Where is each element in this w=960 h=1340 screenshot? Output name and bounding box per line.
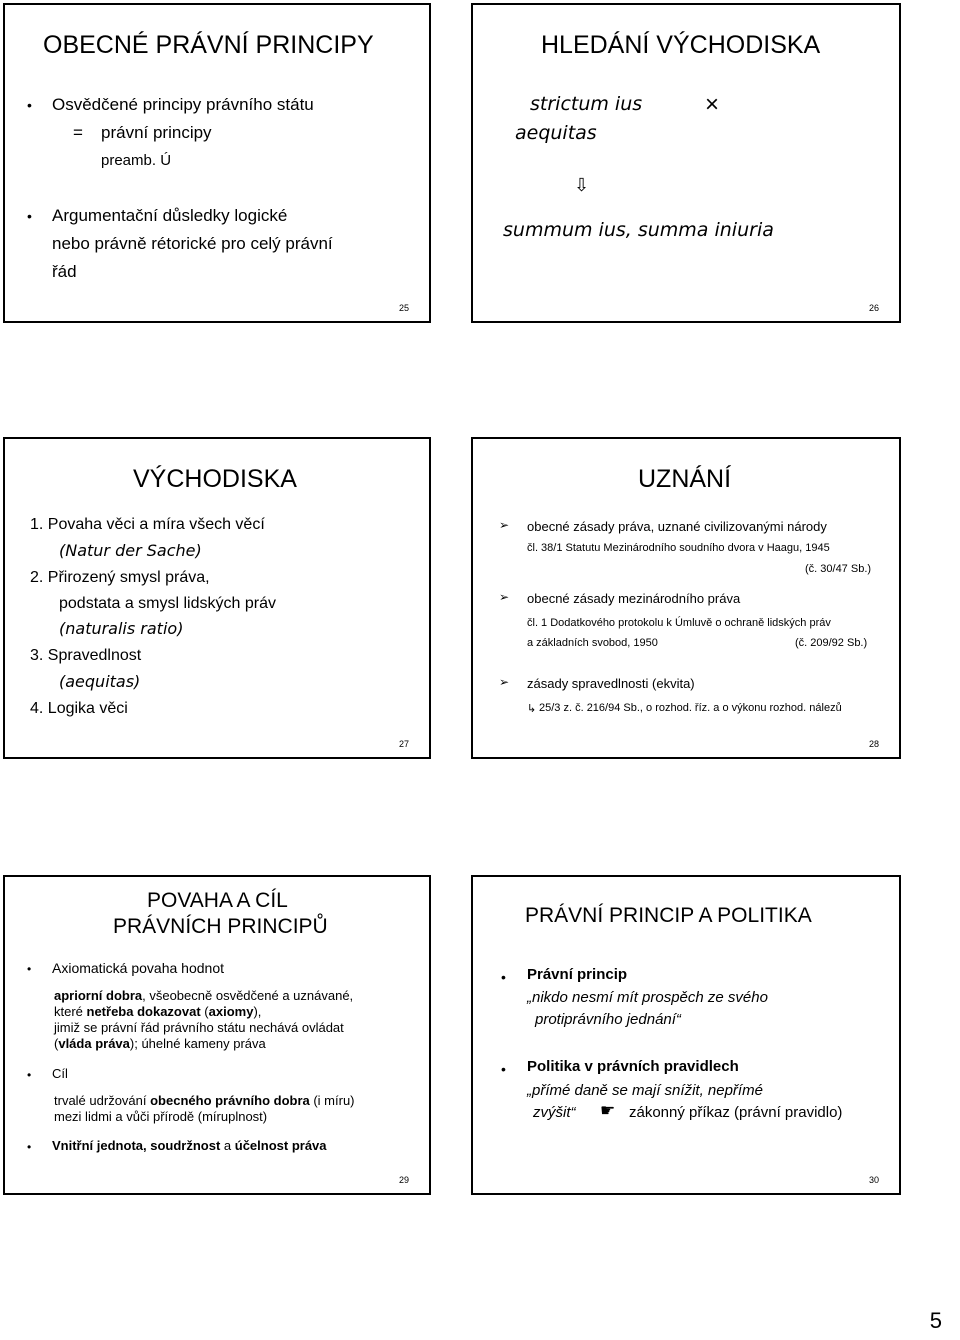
- list-item: 1. Povaha věci a míra všech věcí: [30, 516, 265, 533]
- bullet-text-part: nebo: [52, 234, 95, 253]
- text: trvalé udržování: [54, 1093, 151, 1108]
- list-item: zásady spravedlnosti (ekvita): [527, 676, 695, 691]
- bullet-text: preamb. Ú: [101, 152, 172, 169]
- slide-number: 30: [868, 1175, 879, 1185]
- bold-text: vláda práva: [58, 1036, 130, 1051]
- bullet-dot: •: [27, 1140, 32, 1154]
- bold-text: účelnost práva: [234, 1138, 327, 1153]
- cross-icon: ×: [705, 91, 720, 118]
- arrow-bullet-icon: ➢: [499, 518, 510, 532]
- bullet-dot: •: [27, 208, 32, 224]
- bullet-dot: •: [27, 962, 32, 976]
- text: zákonný příkaz (právní pravidlo): [629, 1104, 843, 1121]
- heading: Axiomatická povaha hodnot: [52, 960, 224, 976]
- list-item-note: a základních svobod, 1950: [527, 637, 658, 649]
- text: (: [200, 1004, 209, 1019]
- list-item-note: podstata a smysl lidských práv: [59, 595, 276, 612]
- slide-title: OBECNÉ PRÁVNÍ PRINCIPY: [43, 31, 374, 59]
- text: (: [54, 1036, 59, 1051]
- slide-number: 26: [868, 303, 879, 313]
- paragraph-line: [54, 1004, 261, 1019]
- slide-25: [3, 3, 431, 323]
- slide-28: [471, 437, 901, 759]
- latin-phrase: summum ius, summa iniuria: [503, 219, 774, 241]
- latin-phrase: aequitas: [515, 122, 597, 144]
- list-item-note: čl. 1 Dodatkového protokolu k Úmluvě o ochraně lidských práv: [527, 617, 831, 629]
- slide-27: [3, 437, 431, 759]
- paragraph-line: [54, 1036, 266, 1051]
- bullet-text-part: Argumentační: [52, 206, 163, 225]
- bullet-text: Osvědčené principy právního státu: [52, 95, 314, 114]
- paragraph-line: [54, 988, 353, 1003]
- bullet-text: řád: [52, 262, 77, 281]
- bold-text: axiomy: [208, 1004, 254, 1019]
- text: které: [54, 1004, 87, 1019]
- bullet-dot: •: [27, 1068, 32, 1082]
- slide-title: UZNÁNÍ: [638, 465, 732, 493]
- heading: Právní princip: [527, 966, 628, 983]
- text: a: [220, 1138, 235, 1153]
- slide-title: PRÁVNÍ PRINCIP A POLITIKA: [525, 904, 812, 927]
- slide-title: HLEDÁNÍ VÝCHODISKA: [541, 31, 821, 59]
- list-item: 2. Přirozený smysl práva,: [30, 569, 210, 586]
- bullet-text-bold: právně rétorické: [94, 234, 217, 253]
- list-item-note-line: ↳: [527, 703, 537, 715]
- slide-number: 27: [398, 739, 409, 749]
- list-item-note: (naturalis ratio): [59, 619, 184, 638]
- list-item: 3. Spravedlnost: [30, 647, 142, 664]
- quote-line: zvýšit“: [533, 1104, 576, 1121]
- list-item-note: (Natur der Sache): [59, 541, 202, 560]
- bullet-dot: •: [27, 97, 32, 113]
- paragraph-line: jimiž se právní řád právního státu nechává ovládat: [54, 1020, 344, 1035]
- slide-number: 28: [868, 739, 879, 749]
- slide-number: 25: [398, 303, 409, 313]
- bullet-text-bold: důsledky logické: [162, 206, 288, 225]
- paragraph-line: [54, 1093, 355, 1108]
- list-item: obecné zásady práva, uznané civilizovanými národy: [527, 519, 827, 534]
- heading: [52, 1138, 327, 1153]
- heading: Cíl: [52, 1066, 68, 1081]
- slide-title: POVAHA A CÍL: [147, 889, 288, 912]
- paragraph-line: mezi lidmi a vůči přírodě (míruplnost): [54, 1109, 268, 1124]
- bullet-text: právní principy: [101, 123, 212, 142]
- bullet-text-part: pro celý právní: [216, 234, 333, 253]
- latin-phrase: strictum ius: [530, 93, 643, 115]
- text: ),: [253, 1004, 262, 1019]
- bullet-dot: •: [501, 969, 506, 985]
- bold-text: Vnitřní jednota, soudržnost: [52, 1138, 221, 1153]
- slide-title: PRÁVNÍCH PRINCIPŮ: [113, 915, 328, 938]
- list-item-note: (aequitas): [59, 672, 141, 691]
- quote-line: protiprávního jednání“: [535, 1011, 681, 1028]
- list-item-note: 25/3 z. č. 216/94 Sb., o rozhod. říz. a o výkonu rozhod. nálezů: [539, 702, 842, 714]
- list-item: 4. Logika věci: [30, 700, 128, 717]
- bold-text: obecného právního dobra: [150, 1093, 310, 1108]
- bold-text: apriorní dobra: [54, 988, 143, 1003]
- slide-26: [471, 3, 901, 323]
- text: (i míru): [309, 1093, 355, 1108]
- list-item-note: čl. 38/1 Statutu Mezinárodního soudního dvora v Haagu, 1945: [527, 542, 830, 554]
- heading: Politika v právních pravidlech: [527, 1058, 739, 1075]
- arrow-bullet-icon: ➢: [499, 675, 510, 689]
- slide-number: 29: [398, 1175, 409, 1185]
- bullet-dot: •: [501, 1061, 506, 1077]
- text: ); úhelné kameny práva: [129, 1036, 266, 1051]
- text: , všeobecně osvědčené a uznávané,: [142, 988, 354, 1003]
- pointing-hand-icon: ☛: [600, 1101, 616, 1120]
- equals-sign: =: [73, 123, 83, 142]
- arrow-down-icon: ⇩: [574, 175, 590, 195]
- list-item-note: (č. 30/47 Sb.): [805, 563, 872, 575]
- list-item: obecné zásady mezinárodního práva: [527, 591, 741, 606]
- slide-title: VÝCHODISKA: [133, 465, 297, 493]
- bullet-text: [52, 234, 333, 254]
- quote-line: „nikdo nesmí mít prospěch ze svého: [527, 989, 768, 1006]
- list-item-note: (č. 209/92 Sb.): [795, 637, 868, 649]
- bold-text: netřeba dokazovat: [86, 1004, 201, 1019]
- bullet-text: [52, 206, 287, 226]
- page-number: 5: [929, 1308, 942, 1333]
- arrow-bullet-icon: ➢: [499, 590, 510, 604]
- slide-30: [471, 875, 901, 1195]
- slide-29: [3, 875, 431, 1195]
- quote-line: „přímé daně se mají snížit, nepřímé: [527, 1082, 763, 1099]
